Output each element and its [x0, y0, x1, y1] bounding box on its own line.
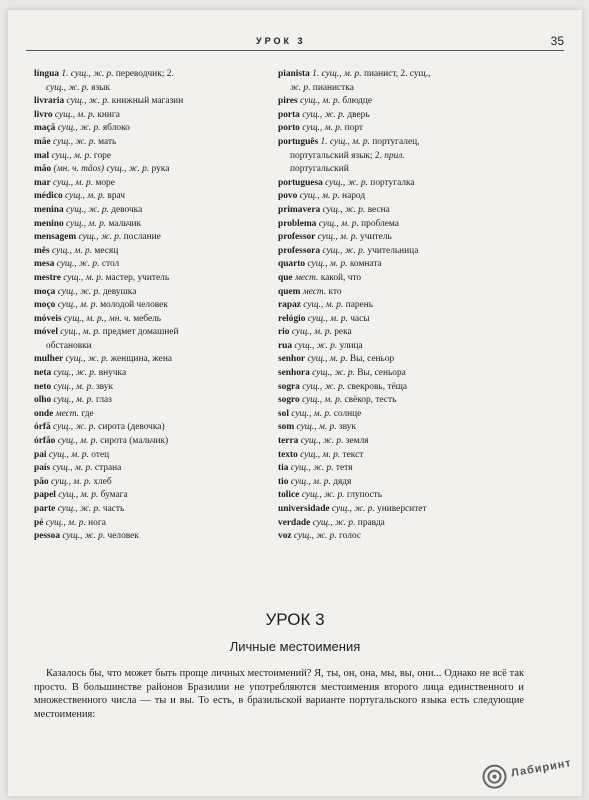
grammar-note: сущ., ж. р. — [78, 232, 122, 243]
labyrinth-logo-icon — [479, 762, 509, 792]
headword: sogro — [278, 395, 300, 406]
grammar-note: сущ., м. р. — [53, 395, 94, 406]
grammar-note: сущ., ж. р. — [322, 204, 366, 215]
headword: pessoa — [34, 531, 61, 542]
grammar-note: сущ., м. р. — [296, 422, 337, 433]
grammar-note: сущ., м. р., мн. ч. — [63, 313, 131, 324]
grammar-note: сущ., м. р. — [299, 191, 340, 202]
vocab-entry — [34, 258, 274, 272]
translation: книга — [97, 109, 120, 120]
headword: professor — [278, 232, 316, 243]
translation: учительница — [367, 245, 419, 256]
headword: senhor — [278, 354, 306, 365]
headword: moço — [34, 300, 56, 311]
translation: Вы, сеньор — [349, 354, 395, 365]
grammar-note: сущ., м. р. — [54, 109, 95, 120]
vocab-entry — [34, 435, 274, 449]
grammar-note: сущ., м. р. — [291, 327, 332, 338]
headword: professora — [278, 245, 321, 256]
vocab-entry — [34, 340, 274, 354]
translation: послание — [123, 232, 161, 243]
grammar-note: сущ., ж. р. — [312, 368, 355, 379]
grammar-note: сущ., ж. р. — [65, 354, 109, 365]
grammar-note: сущ., м. р. — [57, 436, 98, 447]
grammar-note: сущ., м. р. — [290, 476, 331, 487]
vocab-entry — [278, 326, 508, 340]
grammar-note: сущ., м. р. — [302, 395, 343, 406]
body-text — [34, 667, 524, 721]
translation: пианистка — [312, 82, 354, 93]
headword: parte — [34, 504, 56, 514]
translation: переводчик; 2. — [115, 69, 174, 79]
vocab-entry — [34, 462, 274, 476]
vocab-entry — [34, 190, 274, 204]
translation: земля — [345, 436, 369, 447]
translation: женщина, жена — [110, 354, 172, 365]
grammar-note: сущ., ж. р. — [325, 177, 368, 188]
vocab-entry — [278, 367, 508, 381]
vocab-entry — [34, 68, 274, 82]
paragraph: Казалось бы, что может быть проще личных местоимений? Я, ты, он, она, мы, вы, они... Однако не всё так просто. В большинстве районов Бразилии не употребляются местоимения второго лица единственного и множественного числа — ты и вы. То есть, в бразильской варианте португальского языка есть следующие местоимения: — [34, 668, 524, 720]
vocab-entry — [278, 258, 508, 272]
headword: órfão — [34, 436, 56, 447]
grammar-note: сущ., ж. р. — [302, 381, 346, 392]
vocab-entry — [278, 109, 508, 123]
translation: учитель — [360, 232, 392, 243]
vocab-entry — [278, 272, 508, 286]
grammar-note: сущ., ж. р. — [294, 340, 338, 351]
grammar-note: мест. — [294, 272, 319, 283]
vocab-entry — [34, 326, 274, 340]
headword: médico — [34, 191, 63, 202]
headword: menina — [34, 204, 64, 215]
translation: сирота (девочка) — [98, 422, 165, 433]
watermark — [479, 750, 573, 791]
translation: мальчик — [108, 218, 142, 229]
headword: povo — [278, 191, 298, 202]
headword: livro — [34, 109, 53, 120]
vocab-entry — [34, 299, 274, 313]
headword: olho — [34, 395, 52, 406]
vocab-entry — [34, 95, 274, 109]
translation: горе — [93, 150, 112, 161]
headword: rio — [278, 327, 290, 338]
vocab-entry — [278, 122, 508, 136]
headword: neto — [34, 381, 52, 392]
grammar-note: сущ., ж. р. — [46, 82, 89, 93]
grammar-note: 1. сущ., м. р. — [312, 69, 362, 79]
translation: нога — [88, 517, 106, 528]
vocabulary-column-right — [278, 68, 508, 544]
vocab-entry — [278, 476, 508, 490]
translation: бумага — [100, 490, 128, 501]
headword: portuguesa — [278, 177, 323, 188]
grammar-note: сущ., м. р. — [317, 232, 358, 243]
grammar-note: сущ., м. р. — [57, 300, 98, 311]
translation: предмет домашней — [102, 327, 179, 338]
vocab-entry — [34, 381, 274, 395]
grammar-note: сущ., м. р. — [53, 177, 94, 188]
vocab-entry — [34, 231, 274, 245]
translation: португальский язык; 2. — [290, 150, 382, 161]
headword: pé — [34, 517, 44, 528]
headword: língua — [34, 69, 60, 79]
vocab-entry — [278, 204, 508, 218]
vocab-entry — [278, 95, 508, 109]
headword: português — [278, 136, 319, 147]
vocab-entry — [278, 408, 508, 422]
headword: som — [278, 422, 295, 433]
vocab-entry — [34, 150, 274, 164]
grammar-note: сущ., м. р. — [291, 408, 332, 419]
vocab-entry — [34, 421, 274, 435]
headword: voz — [278, 531, 292, 542]
headword: tolice — [278, 490, 300, 501]
headword: quem — [278, 286, 301, 297]
headword: mestre — [34, 272, 61, 283]
grammar-note: сущ., м. р. — [299, 96, 341, 107]
grammar-note: сущ., м. р. — [307, 259, 348, 270]
vocab-entry — [278, 245, 508, 259]
translation: комната — [349, 259, 382, 270]
translation: книжный магазин — [111, 96, 184, 107]
translation: весна — [367, 204, 390, 215]
vocab-entry — [278, 435, 508, 449]
headword: porto — [278, 123, 300, 134]
translation: звук — [338, 422, 356, 433]
translation: португальский — [290, 164, 349, 175]
vocab-entry — [278, 82, 508, 96]
headword: tia — [278, 463, 289, 474]
translation: блюдце — [342, 96, 373, 107]
translation: врач — [107, 191, 126, 202]
vocab-entry — [278, 231, 508, 245]
headword: sol — [278, 408, 289, 419]
vocab-entry — [278, 190, 508, 204]
vocab-entry — [34, 476, 274, 490]
translation: проблема — [361, 218, 399, 229]
grammar-note: сущ., ж. р. — [57, 504, 101, 514]
grammar-note: сущ., ж. р. — [66, 204, 109, 215]
vocab-entry — [278, 340, 508, 354]
translation: стол — [101, 259, 120, 270]
grammar-note: сущ., ж. р. — [312, 517, 356, 528]
translation: молодой человек — [100, 300, 168, 311]
grammar-note: сущ., м. р. — [58, 490, 99, 501]
grammar-note: (мн. ч. mãos) сущ., ж. р. — [53, 164, 150, 175]
headword: quarto — [278, 259, 306, 270]
vocab-entry — [278, 503, 508, 517]
grammar-note: сущ., ж. р. — [53, 136, 96, 147]
vocab-entry — [34, 408, 274, 422]
headword: primavera — [278, 204, 321, 215]
translation: рука — [151, 164, 170, 175]
headword: órfã — [34, 422, 51, 433]
vocab-entry — [278, 136, 508, 150]
headword: porta — [278, 109, 300, 120]
vocab-entry — [278, 299, 508, 313]
vocab-entry — [278, 313, 508, 327]
translation: улица — [339, 340, 363, 351]
headword: texto — [278, 449, 298, 460]
translation: сирота (мальчик) — [100, 436, 169, 447]
translation: страна — [94, 463, 122, 474]
translation: парень — [345, 300, 374, 311]
headword: que — [278, 272, 293, 283]
grammar-note: сущ., м. р. — [48, 449, 89, 460]
headword: mensagem — [34, 232, 77, 243]
vocab-entry — [278, 381, 508, 395]
translation: народ — [342, 191, 366, 202]
page-number: 35 — [550, 34, 564, 48]
headword: mal — [34, 150, 50, 161]
grammar-note: 1. сущ., ж. р. — [61, 69, 114, 79]
lesson-heading: УРОК 3 — [265, 610, 325, 629]
vocab-entry — [34, 489, 274, 503]
headword: verdade — [278, 517, 311, 528]
headword: neta — [34, 368, 52, 379]
headword: livraria — [34, 96, 65, 107]
grammar-note: сущ., м. р. — [303, 300, 344, 311]
headword: mão — [34, 164, 52, 175]
translation: свекровь, тёща — [347, 381, 408, 392]
headword: móveis — [34, 313, 62, 324]
vocab-entry — [278, 177, 508, 191]
headword: menino — [34, 218, 64, 229]
vocab-entry — [34, 449, 274, 463]
headword: pianista — [278, 69, 310, 79]
grammar-note: сущ., ж. р. — [331, 504, 375, 514]
vocab-entry — [34, 163, 274, 177]
headword: móvel — [34, 327, 58, 338]
vocab-entry — [34, 218, 274, 232]
headword: universidade — [278, 504, 330, 514]
vocab-entry — [278, 286, 508, 300]
grammar-note: сущ., м. р. — [50, 476, 92, 487]
grammar-note: сущ., м. р. — [318, 218, 359, 229]
grammar-note: сущ., ж. р. — [66, 96, 110, 107]
headword: terra — [278, 436, 299, 447]
grammar-note: прил. — [384, 150, 405, 161]
translation: глаз — [95, 395, 112, 406]
vocab-entry — [34, 272, 274, 286]
translation: внучка — [98, 368, 127, 379]
translation: месяц — [94, 245, 119, 256]
vocab-entry — [34, 136, 274, 150]
grammar-note: сущ., ж. р. — [53, 368, 97, 379]
grammar-note: сущ., м. р. — [307, 354, 348, 365]
grammar-note: сущ., м. р. — [51, 245, 93, 256]
grammar-note: 1. сущ., м. р. — [320, 136, 370, 147]
translation: мать — [98, 136, 117, 147]
translation: девушка — [102, 286, 137, 297]
headword: mãe — [34, 136, 51, 147]
grammar-note: сущ., ж. р. — [322, 245, 366, 256]
translation: море — [95, 177, 115, 188]
grammar-note: сущ., м. р. — [52, 463, 93, 474]
translation: текст — [342, 449, 364, 460]
translation: дверь — [347, 109, 370, 120]
headword: mês — [34, 245, 50, 256]
grammar-note: мест. — [302, 286, 327, 297]
translation: португалец, — [372, 136, 420, 147]
grammar-note: сущ., м. р. — [66, 218, 107, 229]
translation: девочка — [111, 204, 143, 215]
grammar-note: сущ., ж. р. — [53, 422, 96, 433]
vocab-entry — [278, 218, 508, 232]
translation: человек — [107, 531, 139, 542]
vocab-entry — [278, 68, 508, 82]
translation: глупость — [346, 490, 383, 501]
vocab-entry — [34, 353, 274, 367]
grammar-note: сущ., м. р. — [302, 123, 343, 134]
grammar-note: сущ., ж. р. — [57, 123, 101, 134]
translation: тетя — [335, 463, 353, 474]
grammar-note: сущ., м. р. — [307, 313, 348, 324]
vocabulary-column-left — [34, 68, 274, 544]
vocab-entry — [34, 177, 274, 191]
translation: обстановки — [46, 340, 92, 351]
headword: mulher — [34, 354, 64, 365]
vocab-entry — [34, 517, 274, 531]
translation: пианист, 2. сущ., — [363, 69, 431, 79]
vocab-entry — [278, 394, 508, 408]
headword: mar — [34, 177, 51, 188]
translation: солнце — [333, 408, 362, 419]
headword: pires — [278, 96, 298, 107]
headword: papel — [34, 490, 56, 501]
translation: язык — [91, 82, 111, 93]
vocab-entry — [34, 122, 274, 136]
vocab-entry — [278, 150, 508, 164]
grammar-note: сущ., ж. р. — [302, 109, 346, 120]
vocab-entry — [278, 449, 508, 463]
headword: relógio — [278, 313, 306, 324]
vocab-entry — [278, 353, 508, 367]
translation: порт — [344, 123, 364, 134]
running-head — [26, 36, 564, 51]
running-title: УРОК 3 — [256, 36, 306, 46]
translation: дядя — [333, 476, 352, 487]
grammar-note: мест. — [55, 408, 80, 419]
translation: кто — [328, 286, 342, 297]
headword: rapaz — [278, 300, 301, 311]
vocab-entry — [278, 163, 508, 177]
grammar-note: сущ., ж. р. — [62, 531, 106, 542]
vocab-entry — [34, 286, 274, 300]
vocab-entry — [278, 421, 508, 435]
vocab-entry — [34, 204, 274, 218]
translation: правда — [357, 517, 385, 528]
headword: onde — [34, 408, 54, 419]
translation: какой, что — [320, 272, 362, 283]
grammar-note: сущ., м. р. — [51, 150, 92, 161]
grammar-note: сущ., ж. р. — [290, 463, 334, 474]
translation: где — [81, 408, 94, 419]
translation: звук — [95, 381, 114, 392]
vocab-entry — [34, 313, 274, 327]
translation: свёкор, тесть — [344, 395, 397, 406]
headword: mesa — [34, 259, 55, 270]
grammar-note: ж. р. — [290, 82, 311, 93]
grammar-note: сущ., м. р. — [53, 381, 94, 392]
vocab-entry — [34, 82, 274, 96]
vocab-entry — [34, 530, 274, 544]
headword: pão — [34, 476, 49, 487]
headword: senhora — [278, 368, 310, 379]
headword: tio — [278, 476, 289, 487]
grammar-note: сущ., ж. р. — [293, 531, 337, 542]
translation: отец — [91, 449, 110, 460]
headword: pai — [34, 449, 47, 460]
grammar-note: сущ., ж. р. — [300, 436, 344, 447]
book-page — [8, 10, 582, 796]
translation: река — [334, 327, 352, 338]
grammar-note: сущ., м. р. — [63, 272, 104, 283]
vocab-entry — [34, 245, 274, 259]
grammar-note: сущ., м. р. — [300, 449, 341, 460]
vocab-entry — [34, 394, 274, 408]
headword: moça — [34, 286, 56, 297]
translation: португалка — [370, 177, 415, 188]
translation: университет — [377, 504, 427, 514]
grammar-note: сущ., м. р. — [45, 517, 86, 528]
vocab-entry — [278, 462, 508, 476]
grammar-note: сущ., ж. р. — [301, 490, 345, 501]
translation: часы — [350, 313, 370, 324]
translation: мебель — [133, 313, 162, 324]
grammar-note: сущ., м. р. — [60, 327, 101, 338]
vocab-entry — [34, 503, 274, 517]
vocab-entry — [34, 367, 274, 381]
vocab-entry — [278, 489, 508, 503]
grammar-note: сущ., м. р. — [64, 191, 106, 202]
translation: мастер, учитель — [105, 272, 170, 283]
headword: maçã — [34, 123, 56, 134]
headword: problema — [278, 218, 317, 229]
translation: хлеб — [93, 476, 112, 487]
translation: яблоко — [102, 123, 130, 134]
vocab-entry — [278, 530, 508, 544]
vocab-entry — [278, 517, 508, 531]
headword: sogra — [278, 381, 300, 392]
vocab-entry — [34, 109, 274, 123]
headword: rua — [278, 340, 293, 351]
grammar-note: сущ., ж. р. — [57, 286, 101, 297]
translation: голос — [339, 531, 361, 542]
grammar-note: сущ., ж. р. — [56, 259, 100, 270]
watermark-text: Лабиринт — [509, 757, 573, 780]
translation: часть — [102, 504, 125, 514]
section-heading: Личные местоимения — [229, 639, 361, 654]
translation: Вы, сеньора — [357, 368, 406, 379]
headword: país — [34, 463, 51, 474]
